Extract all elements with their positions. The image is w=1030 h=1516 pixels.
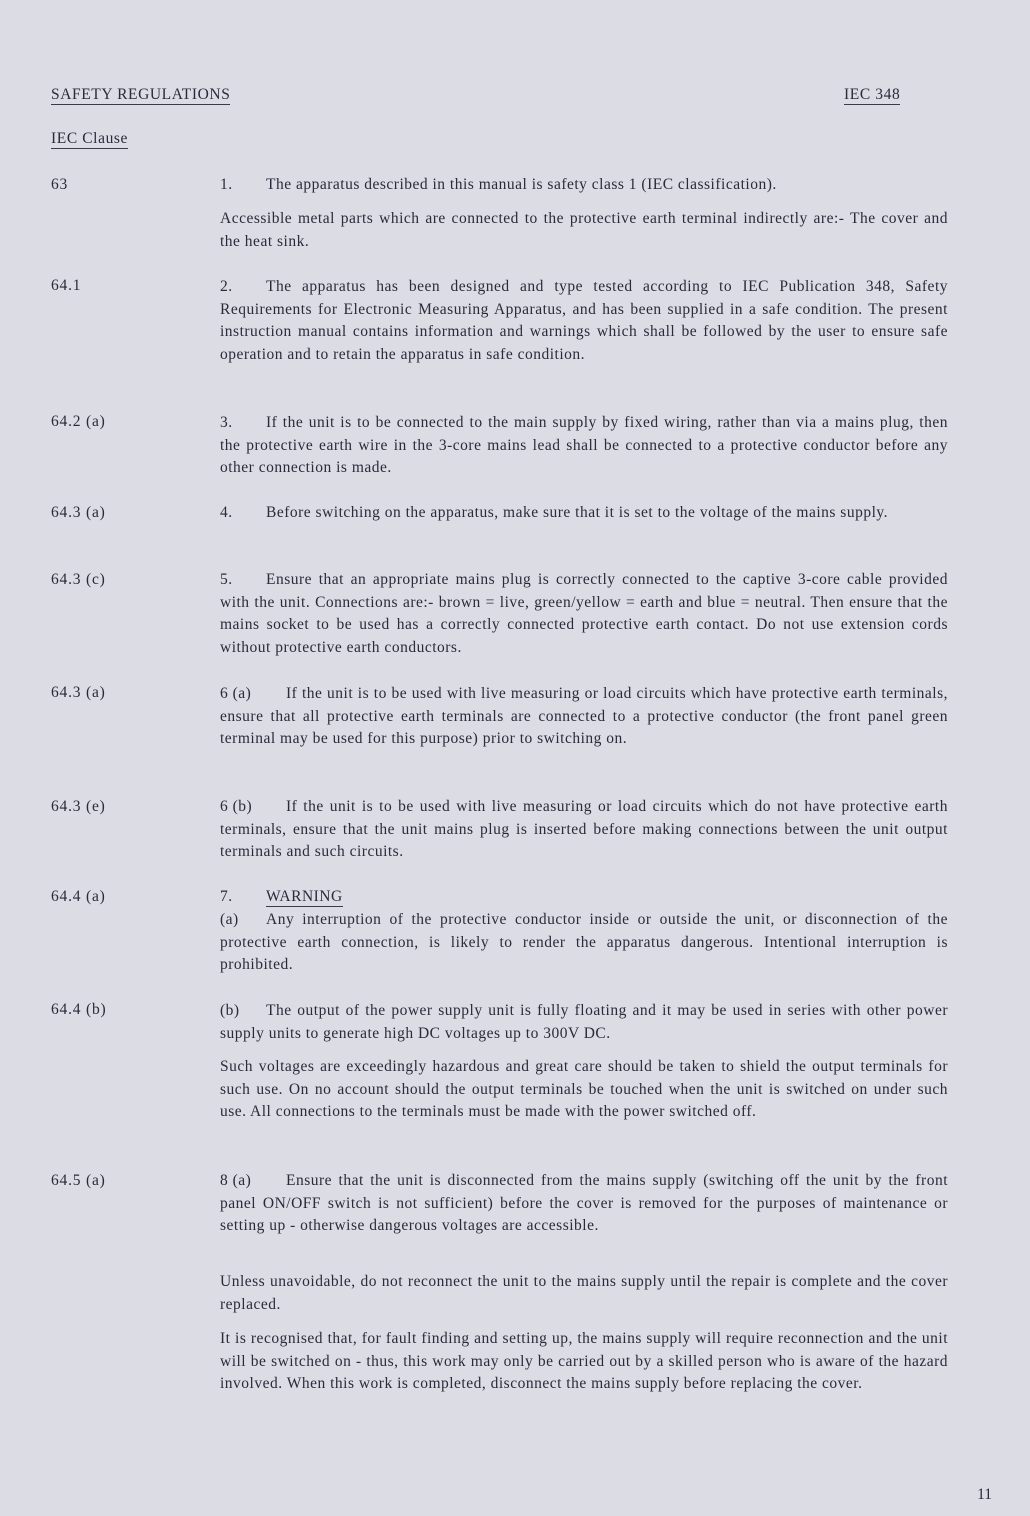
iec-clause-label: IEC Clause: [51, 130, 129, 147]
paragraph-text: If the unit is to be connected to the main supply by fixed wiring, rather than via a mains plug, then the protective earth wire in the 3-core mains lead shall be connected to a protective conductor before any other connection is made.: [220, 414, 948, 477]
paragraph: [220, 909, 948, 977]
paragraph: [220, 1328, 948, 1396]
warning-heading: WARNING: [266, 888, 343, 905]
paragraph: [220, 796, 948, 864]
paragraph: [220, 412, 948, 480]
item-number: 2.: [220, 278, 233, 295]
clause-number: 64.4 (a): [51, 888, 106, 905]
paragraph: [220, 683, 948, 751]
paragraph-text: Such voltages are exceedingly hazardous and great care should be taken to shield the output terminals for such use. On no account should the output terminals be touched when the unit is switched on under such use. All connections to the terminals must be made with the power switched off.: [220, 1058, 948, 1121]
clause-number: 64.3 (c): [51, 571, 106, 588]
paragraph: [220, 569, 948, 659]
header-standard: IEC 348: [844, 86, 901, 103]
clause-number: 63: [51, 176, 69, 193]
warning-heading-line: [220, 886, 948, 909]
paragraph: [220, 502, 948, 525]
column-label: [51, 130, 128, 148]
paragraph: [220, 174, 948, 197]
clause-number: 64.2 (a): [51, 413, 106, 430]
paragraph-text: It is recognised that, for fault finding and setting up, the mains supply will require reconnection and the unit will be switched on - thus, this work may only be carried out by a skilled person who is aware of the hazard involved. When this work is completed, disconnect the mains supply before replacing the cover.: [220, 1330, 948, 1393]
paragraph-text: Accessible metal parts which are connected to the protective earth terminal indirectly are:- The cover and the heat sink.: [220, 210, 948, 250]
header-left: [51, 86, 230, 104]
paragraph-text: Any interruption of the protective conductor inside or outside the unit, or disconnection of the protective earth connection, is likely to render the apparatus dangerous. Intentional interruption is prohibited.: [220, 911, 948, 974]
header-right: [844, 86, 900, 104]
item-number: 8 (a): [220, 1172, 252, 1189]
item-number: (b): [220, 1002, 240, 1019]
clause-number: 64.5 (a): [51, 1172, 106, 1189]
paragraph-text: If the unit is to be used with live measuring or load circuits which do not have protective earth terminals, ensure that the unit mains plug is inserted before making connections between the unit output terminals and such circuits.: [220, 798, 948, 861]
paragraph-text: Ensure that an appropriate mains plug is correctly connected to the captive 3-core cable provided with the unit. Connections are:- brown = live, green/yellow = earth and blue = neutral. Then ensure that the mains socket to be used has a correctly connected protective earth contact. Do not use extension cords without protective earth conductors.: [220, 571, 948, 656]
item-number: 5.: [220, 571, 233, 588]
paragraph-text: Unless unavoidable, do not reconnect the unit to the mains supply until the repair is complete and the cover replaced.: [220, 1273, 948, 1313]
paragraph-text: The apparatus has been designed and type tested according to IEC Publication 348, Safety Requirements for Electronic Measuring Apparatus, and has been supplied in a safe condition. The present instruction manual contains information and warnings which shall be followed by the user to ensure safe operation and to retain the apparatus in safe condition.: [220, 278, 948, 363]
paragraph-text: Before switching on the apparatus, make sure that it is set to the voltage of the mains supply.: [266, 504, 889, 521]
clause-number: 64.3 (e): [51, 798, 106, 815]
paragraph-text: The apparatus described in this manual is safety class 1 (IEC classification).: [266, 176, 777, 193]
clause-number: 64.3 (a): [51, 684, 106, 701]
item-number: 7.: [220, 888, 233, 905]
item-number: 4.: [220, 504, 233, 521]
paragraph-text: Ensure that the unit is disconnected from the mains supply (switching off the unit by the front panel ON/OFF switch is not sufficient) before the cover is removed for the purposes of maintenance or setting up - otherwise dangerous voltages are accessible.: [220, 1172, 948, 1235]
item-number: (a): [220, 911, 239, 928]
item-number: 3.: [220, 414, 233, 431]
paragraph: [220, 1271, 948, 1316]
item-number: 1.: [220, 176, 233, 193]
paragraph: [220, 1056, 948, 1124]
paragraph: [220, 276, 948, 366]
item-number: 6 (b): [220, 798, 253, 815]
clause-number: 64.4 (b): [51, 1001, 107, 1018]
paragraph-text: The output of the power supply unit is fully floating and it may be used in series with other power supply units to generate high DC voltages up to 300V DC.: [220, 1002, 948, 1042]
paragraph-text: If the unit is to be used with live measuring or load circuits which have protective earth terminals, ensure that all protective earth terminals are connected to a protective conductor (the front panel green terminal may be used for this purpose) prior to switching on.: [220, 685, 948, 748]
paragraph: [220, 208, 948, 253]
clause-number: 64.1: [51, 277, 82, 294]
paragraph: [220, 1000, 948, 1045]
paragraph: [220, 1170, 948, 1238]
item-number: 6 (a): [220, 685, 252, 702]
clause-number: 64.3 (a): [51, 504, 106, 521]
page-number: 11: [977, 1486, 992, 1503]
header-title: SAFETY REGULATIONS: [51, 86, 231, 103]
